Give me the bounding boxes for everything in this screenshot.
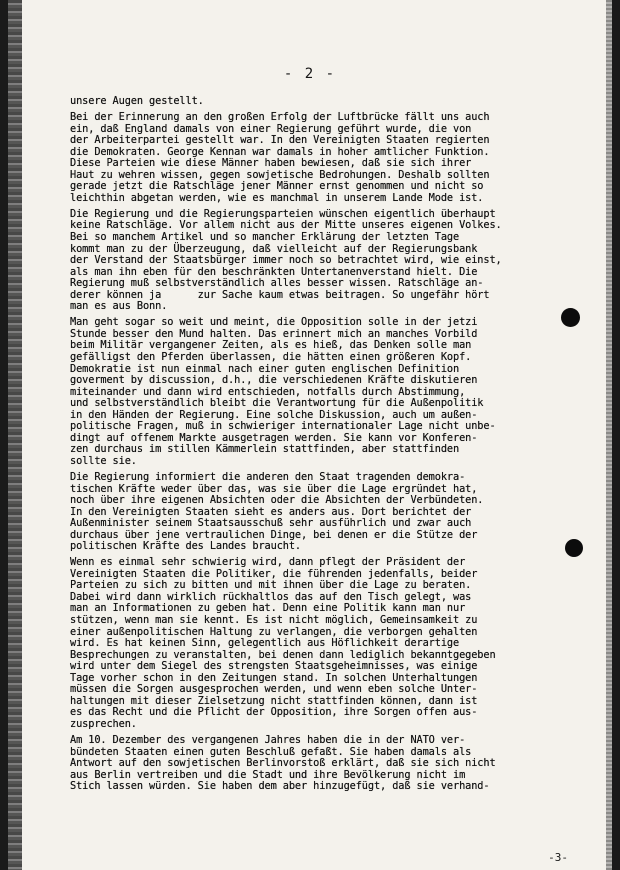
text-line: tischen Kräfte weder über das, was sie über die Lage ergründet hat, <box>70 482 478 495</box>
text-line: man es aus Bonn. <box>70 300 168 313</box>
text-line: politischen Kräfte des Landes braucht. <box>70 540 302 553</box>
text-line: Demokratie ist nun einmal nach einer guten englischen Definition <box>70 362 460 375</box>
paragraph <box>70 472 570 553</box>
text-line: ein, daß England damals von einer Regierung geführt wurde, die von <box>70 122 472 135</box>
text-line: unsere Augen gestellt. <box>70 95 204 107</box>
text-line: Außenminister seinem Staatsausschuß sehr ausführlich und zwar auch <box>70 517 472 530</box>
text-line: müssen die Sorgen ausgesprochen werden, und wenn eben solche Unter- <box>70 683 478 696</box>
paragraph <box>70 317 570 467</box>
text-line: wird unter dem Siegel des strengsten Staatsgeheimnisses, was einige <box>70 660 478 673</box>
text-line: einer außenpolitischen Haltung zu verlangen, die verborgen gehalten <box>70 625 478 638</box>
continuation-marker: -3- <box>548 851 568 864</box>
paragraph <box>70 209 570 313</box>
text-line: Am 10. Dezember des vergangenen Jahres haben die in der NATO ver- <box>70 733 466 746</box>
text-line: kommt man zu der Überzeugung, daß vielleicht auf der Regierungsbank <box>70 242 478 255</box>
text-line: die Demokraten. George Kennan war damals in hoher amtlicher Funktion. <box>70 145 490 158</box>
text-line: stützen, wenn man sie kennt. Es ist nicht möglich, Gemeinsamkeit zu <box>70 614 478 627</box>
text-line: Dabei wird dann wirklich rückhaltlos das auf den Tisch gelegt, was <box>70 590 472 603</box>
text-line: bündeten Staaten einen guten Beschluß gefaßt. Sie haben damals als <box>70 745 472 758</box>
paragraph <box>70 112 570 204</box>
text-line: gefälligst den Pferden überlassen, die hätten einen größeren Kopf. <box>70 350 472 363</box>
text-line: als man ihn eben für den beschränkten Untertanenverstand hielt. Die <box>70 265 478 278</box>
text-line: miteinander und dann wird entschieden, notfalls durch Abstimmung, <box>70 385 466 398</box>
text-line: wird. Es hat keinen Sinn, gelegentlich aus Höflichkeit derartige <box>70 637 460 650</box>
paragraph <box>70 96 570 108</box>
text-line: Stunde besser den Mund halten. Das erinnert mich an manches Vorbild <box>70 327 478 340</box>
text-line: beim Militär vergangener Zeiten, als es hieß, das Denken solle man <box>70 339 472 352</box>
text-line: aus Berlin vertreiben und die Stadt und ihre Bevölkerung nicht im <box>70 768 466 781</box>
page-number: - 2 - <box>283 66 337 82</box>
typewritten-body <box>70 96 570 797</box>
text-line: Wenn es einmal sehr schwierig wird, dann pflegt der Präsident der <box>70 556 466 569</box>
text-line: gerade jetzt die Ratschläge jener Männer ernst genommen und nicht so <box>70 180 484 193</box>
text-line: Tage vorher schon in den Zeitungen stand. In solchen Unterhaltungen <box>70 671 478 684</box>
scan-edge-left <box>8 0 22 870</box>
scan-edge-right <box>606 0 612 870</box>
text-line: Antwort auf den sowjetischen Berlinvorstoß erklärt, daß sie sich nicht <box>70 757 496 770</box>
text-line: keine Ratschläge. Vor allem nicht aus der Mitte unseres eigenen Volkes. <box>70 219 502 232</box>
text-line: dingt auf offenem Markte ausgetragen werden. Sie kann vor Konferen- <box>70 431 478 444</box>
text-line: Parteien zu sich zu bitten und mit ihnen über die Lage zu beraten. <box>70 579 472 592</box>
text-line: in den Händen der Regierung. Eine solche Diskussion, auch um außen- <box>70 408 478 421</box>
text-line: derer können ja zur Sache kaum etwas beitragen. So ungefähr hört <box>70 288 490 301</box>
paragraph <box>70 557 570 730</box>
text-line: durchaus über jene vertraulichen Dinge, bei denen er die Stütze der <box>70 528 478 541</box>
text-line: Bei so manchem Artikel und so mancher Erklärung der letzten Tage <box>70 231 460 244</box>
text-line: noch über ihre eigenen Absichten oder die Absichten der Verbündeten. <box>70 494 484 507</box>
text-line: es das Recht und die Pflicht der Opposition, ihre Sorgen offen aus- <box>70 706 478 719</box>
text-line: der Arbeiterpartei gestellt war. In den Vereinigten Staaten regierten <box>70 134 490 147</box>
text-line: Bei der Erinnerung an den großen Erfolg der Luftbrücke fällt uns auch <box>70 111 490 124</box>
text-line: und selbstverständlich bleibt die Verantwortung für die Außenpolitik <box>70 397 484 410</box>
text-line: sollte sie. <box>70 454 137 467</box>
text-line: Regierung muß selbstverständlich alles besser wissen. Ratschläge an- <box>70 277 484 290</box>
text-line: Man geht sogar so weit und meint, die Opposition solle in der jetzi <box>70 316 478 329</box>
text-line: zusprechen. <box>70 717 137 730</box>
text-line: Vereinigten Staaten die Politiker, die führenden jedenfalls, beider <box>70 567 478 580</box>
paragraph <box>70 735 570 793</box>
text-line: Besprechungen zu veranstalten, bei denen dann lediglich bekanntgegeben <box>70 648 496 661</box>
text-line: Die Regierung und die Regierungsparteien wünschen eigentlich überhaupt <box>70 207 496 220</box>
text-line: Die Regierung informiert die anderen den Staat tragenden demokra- <box>70 470 466 483</box>
text-line: politische Fragen, muß in schwieriger internationaler Lage nicht unbe- <box>70 420 496 433</box>
text-line: haltungen mit dieser Zielsetzung nicht stattfinden können, dann ist <box>70 694 478 707</box>
text-line: Diese Parteien wie diese Männer haben bewiesen, daß sie sich ihrer <box>70 157 472 170</box>
text-line: man an Informationen zu geben hat. Denn eine Politik kann man nur <box>70 602 466 615</box>
text-line: leichthin abgetan werden, wie es manchmal in unserem Lande Mode ist. <box>70 191 484 204</box>
text-line: Haut zu wehren wissen, gegen sowjetische Bedrohungen. Deshalb sollten <box>70 168 490 181</box>
text-line: zen durchaus im stillen Kämmerlein stattfinden, aber stattfinden <box>70 443 460 456</box>
text-line: goverment by discussion, d.h., die verschiedenen Kräfte diskutieren <box>70 374 478 387</box>
text-line: Stich lassen würden. Sie haben dem aber hinzugefügt, daß sie verhand- <box>70 780 490 793</box>
text-line: der Verstand der Staatsbürger immer noch so betrachtet wird, wie einst, <box>70 254 502 267</box>
document-page <box>8 0 612 870</box>
text-line: In den Vereinigten Staaten sieht es anders aus. Dort berichtet der <box>70 505 472 518</box>
